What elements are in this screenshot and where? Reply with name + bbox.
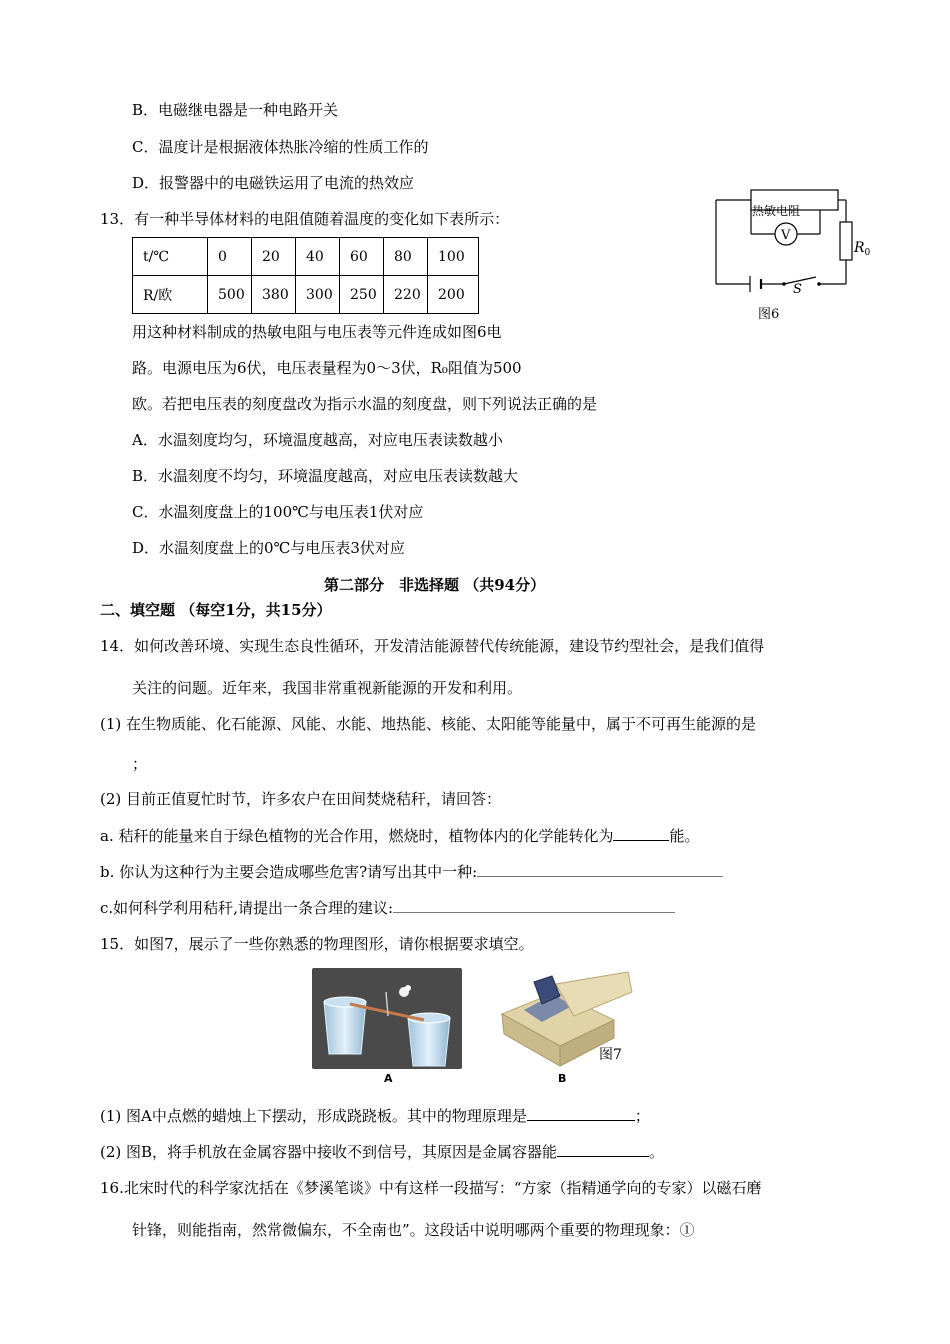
- table-cell: 0: [208, 238, 252, 276]
- table-cell: t/℃: [133, 238, 208, 276]
- table-cell: 300: [296, 276, 340, 314]
- circuit-diagram: [708, 182, 871, 332]
- q14-item-a: [100, 826, 700, 846]
- section-fill-in-title: 二、填空题 （每空1分，共15分）: [100, 601, 332, 619]
- q13-text-1: 用这种材料制成的热敏电阻与电压表等元件连成如图6电: [132, 323, 502, 341]
- q16-line-1: 16.北宋时代的科学家沈括在《梦溪笔谈》中有这样一段描写：“方家（指精通学向的专家）以磁石磨: [100, 1179, 762, 1197]
- figure-7a-photo: [312, 968, 462, 1069]
- q15-part-2-text: (2) 图B，将手机放在金属容器中接收不到信号，其原因是金属容器能: [100, 1143, 558, 1161]
- q14-part-1-end: ；: [132, 755, 148, 773]
- resistor-r0-symbol: [840, 222, 852, 260]
- q14-stem-1: 14．如何改善环境、实现生态良性循环，开发清洁能源替代传统能源，建设节约型社会，是我们值得: [100, 637, 765, 655]
- q16-line-2: 针锋，则能指南，然常微偏东，不全南也”。这段话中说明哪两个重要的物理现象：①: [132, 1221, 695, 1239]
- table-row: [133, 276, 479, 314]
- q12-option-c: C．温度计是根据液体热胀冷缩的性质工作的: [132, 138, 429, 156]
- q14-stem-2: 关注的问题。近年来，我国非常重视新能源的开发和利用。: [132, 679, 523, 697]
- q13-option-a: A．水温刻度均匀，环境温度越高，对应电压表读数越小: [132, 431, 503, 449]
- q15-part-2-suffix: 。: [649, 1143, 665, 1161]
- table-cell: 500: [208, 276, 252, 314]
- table-cell: 200: [428, 276, 479, 314]
- voltmeter-label: V: [781, 228, 791, 243]
- figure-7-caption: 图7: [599, 1047, 622, 1063]
- q15-part-1-suffix: ；: [634, 1107, 650, 1125]
- figure-7b-label: B: [558, 1072, 567, 1085]
- answer-blank[interactable]: [527, 1106, 635, 1121]
- table-row: [133, 238, 479, 276]
- q13-stem: 13．有一种半导体材料的电阻值随着温度的变化如下表所示：: [100, 210, 510, 228]
- q13-option-d: D．水温刻度盘上的0℃与电压表3伏对应: [132, 539, 405, 557]
- table-cell: 220: [384, 276, 428, 314]
- part-2-title: 第二部分 非选择题 （共94分）: [324, 576, 546, 594]
- answer-blank[interactable]: [477, 862, 723, 877]
- q15-part-1: [100, 1106, 650, 1126]
- q13-option-c: C．水温刻度盘上的100℃与电压表1伏对应: [132, 503, 424, 521]
- table-cell: R/欧: [133, 276, 208, 314]
- q12-option-b: B．电磁继电器是一种电路开关: [132, 101, 339, 119]
- thermistor-label: 热敏电阻: [752, 204, 801, 218]
- table-cell: 380: [252, 276, 296, 314]
- resistance-table: [132, 237, 479, 314]
- q13-option-b: B．水温刻度不均匀，环境温度越高，对应电压表读数越大: [132, 467, 519, 485]
- table-cell: 20: [252, 238, 296, 276]
- q14-item-c-text: c.如何科学利用秸秆,请提出一条合理的建议:: [100, 899, 393, 917]
- q13-text-2: 路。电源电压为6伏，电压表量程为0～3伏，R₀阻值为500: [132, 359, 522, 377]
- figure-6-circuit: [708, 182, 871, 332]
- cups-candle-illustration: [312, 968, 462, 1069]
- q15-part-1-text: (1) 图A中点燃的蜡烛上下摆动，形成跷跷板。其中的物理原理是: [100, 1107, 527, 1125]
- q14-item-b-text: b. 你认为这种行为主要会造成哪些危害?请写出其中一种:: [100, 863, 478, 881]
- table-cell: 40: [296, 238, 340, 276]
- q15-stem: 15．如图7，展示了一些你熟悉的物理图形，请你根据要求填空。: [100, 935, 534, 953]
- table-cell: 80: [384, 238, 428, 276]
- resistor-label: $R_0$: [854, 240, 871, 258]
- answer-blank[interactable]: [613, 826, 669, 841]
- q14-item-b: [100, 862, 723, 882]
- switch-label: S: [793, 282, 802, 297]
- answer-blank[interactable]: [393, 898, 675, 913]
- q14-item-a-text: a. 秸秆的能量来自于绿色植物的光合作用，燃烧时，植物体内的化学能转化为: [100, 827, 614, 845]
- table-cell: 250: [340, 276, 384, 314]
- q14-item-c: [100, 898, 675, 918]
- q12-option-d: D．报警器中的电磁铁运用了电流的热效应: [132, 174, 415, 192]
- figure-6-caption: 图6: [758, 307, 780, 322]
- figure-7: [312, 966, 642, 1088]
- q14-item-a-suffix: 能。: [669, 827, 700, 845]
- answer-blank[interactable]: [557, 1142, 649, 1157]
- table-cell: 100: [428, 238, 479, 276]
- q15-part-2: [100, 1142, 664, 1162]
- table-cell: 60: [340, 238, 384, 276]
- q14-part-1: (1) 在生物质能、化石能源、风能、水能、地热能、核能、太阳能等能量中，属于不可再生能源的是: [100, 715, 757, 733]
- figure-7a-label: A: [384, 1072, 393, 1085]
- q13-text-3: 欧。若把电压表的刻度盘改为指示水温的刻度盘，则下列说法正确的是: [132, 395, 598, 413]
- q14-part-2: (2) 目前正值夏忙时节，许多农户在田间焚烧秸秆，请回答：: [100, 790, 502, 808]
